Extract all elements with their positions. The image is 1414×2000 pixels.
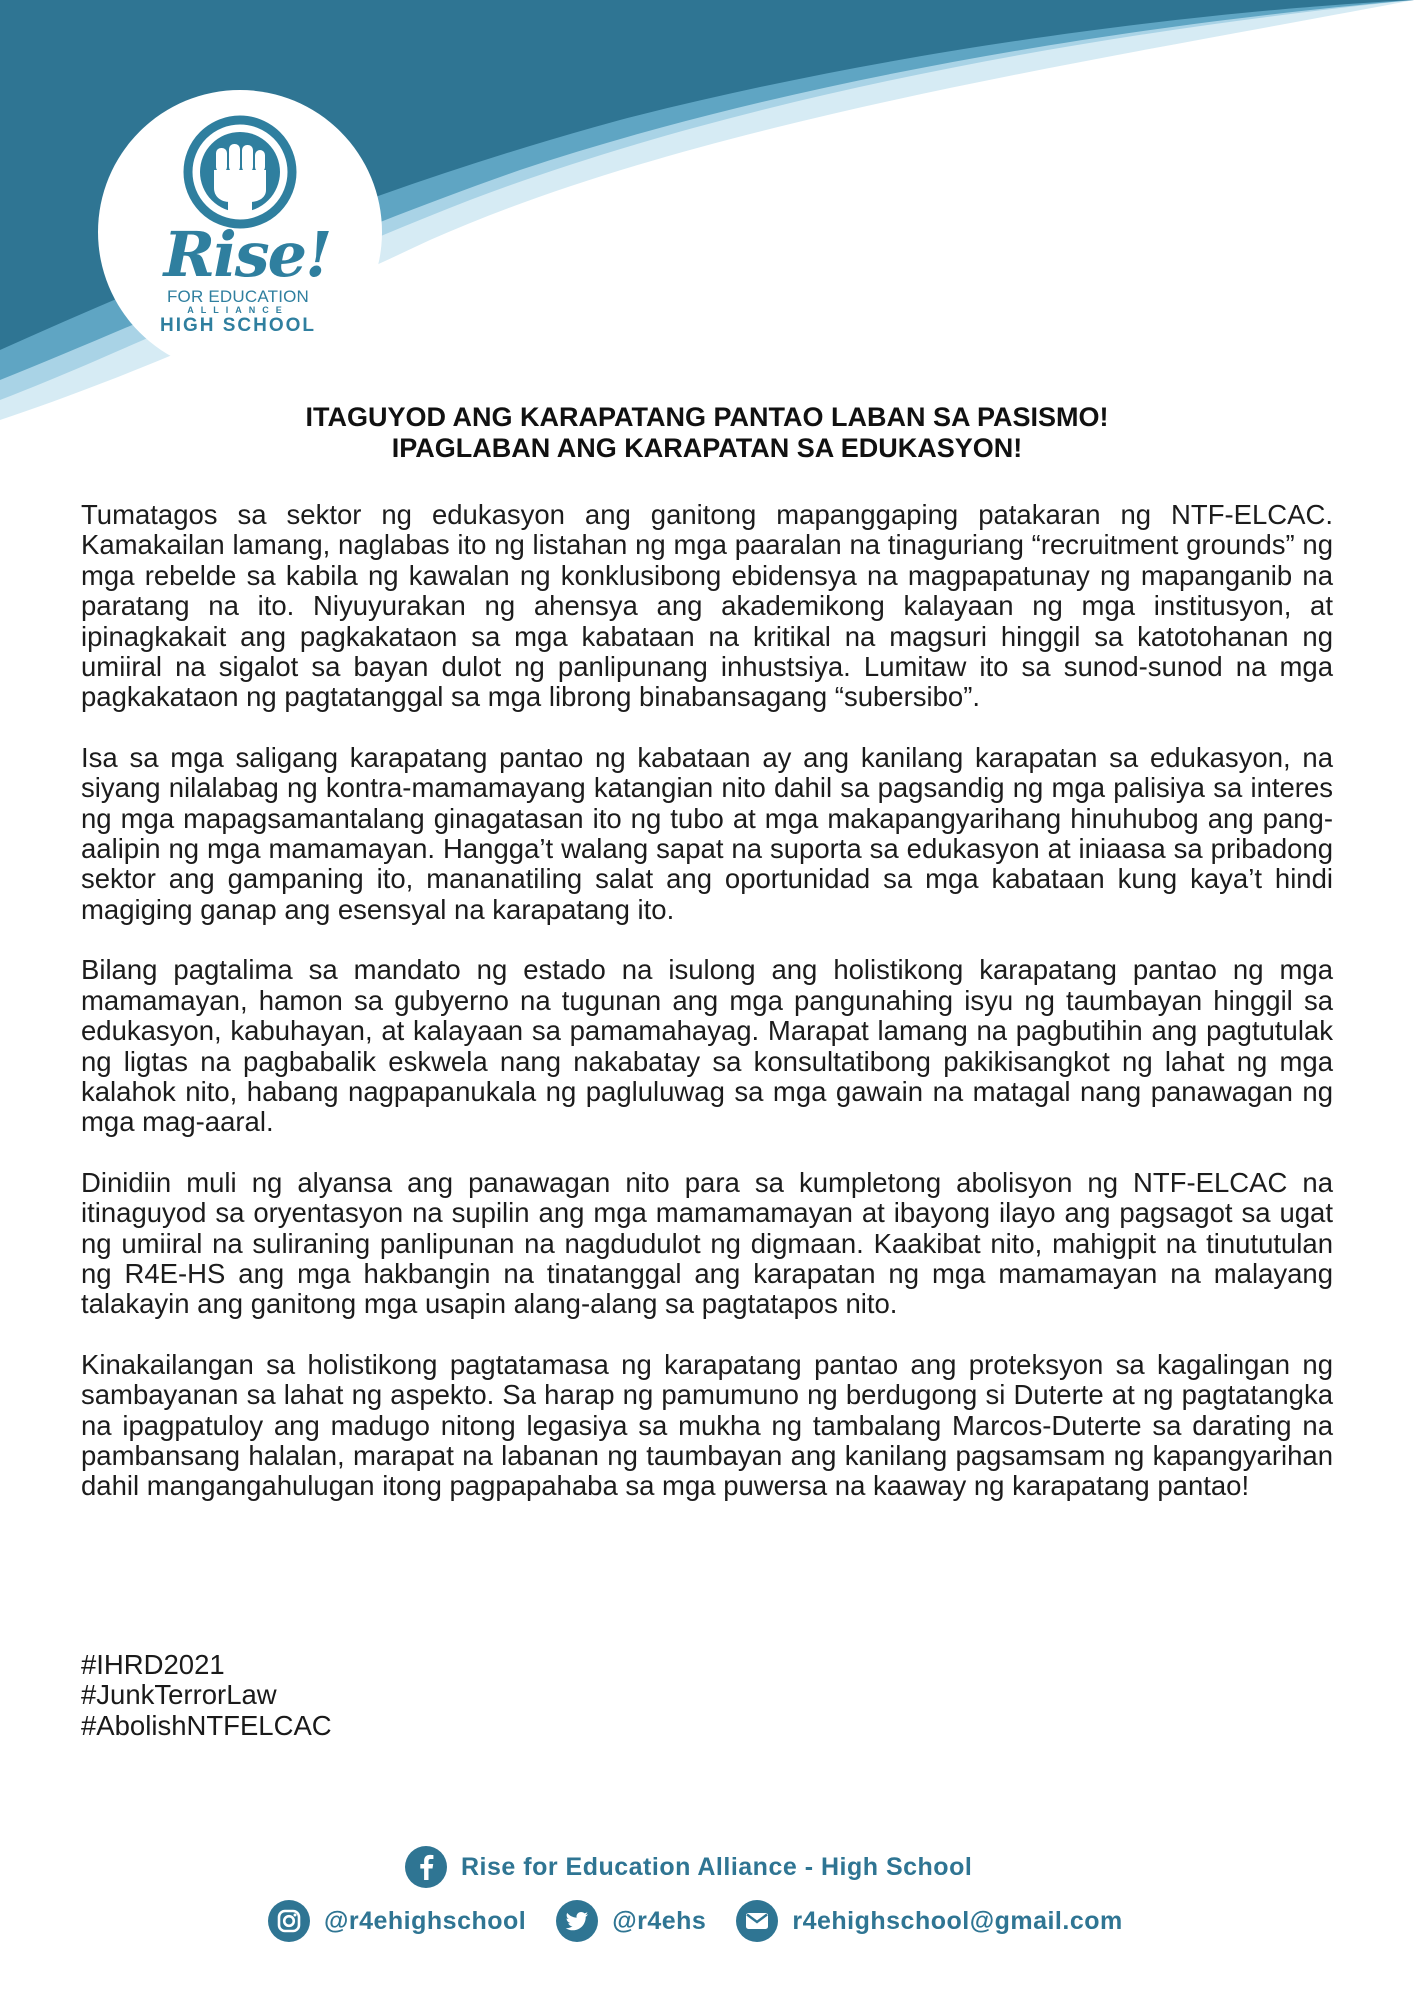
instagram-icon[interactable]: [268, 1900, 310, 1942]
logo-wordmark: Rise!: [163, 218, 331, 291]
logo-line-1: FOR EDUCATION: [166, 287, 310, 306]
logo-line-3: HIGH SCHOOL: [159, 315, 317, 336]
twitter-icon[interactable]: [556, 1900, 598, 1942]
title-line-2: IPAGLABAN ANG KARAPATAN SA EDUKASYON!: [391, 433, 1023, 463]
paragraph-2: Isa sa mga saligang karapatang pantao ng kabataan ay ang kanilang karapatan sa edukasyon, na siyang nilalabag ng kontra-mamamayang katangian nito dahil sa pagsandig ng mga palisiya sa interes ng mga mapagsamantalang ginagatasan ito ng tubo at mga makapangyarihang hinuhubog ang pang-aalipin ng mga mamamayan. Hangga’t walang sapat na suporta sa edukasyon at iniaasa sa pribadong sektor ang gampaning ito, mananatiling salat ang oportunidad sa mga kabataan kung kaya’t hindi magiging ganap ang esensyal na karapatang ito.: [81, 741, 1333, 925]
logo-caption: [128, 288, 348, 335]
logo-line-2: ALLIANCE: [187, 305, 289, 315]
title-line-1: ITAGUYOD ANG KARAPATANG PANTAO LABAN SA PASISMO!: [305, 402, 1109, 432]
paragraph-3: Bilang pagtalima sa mandato ng estado na isulong ang holistikong karapatang pantao ng mga mamamayan, hamon sa gubyerno na tugunan ang mga pangunahing isyu ng taumbayan hinggil sa edukasyon, kabuhayan, at kalayaan sa pamamahayag. Marapat lamang na pagbutihin ang pagtutulak ng ligtas na pagbabalik eskwela nang nakabatay sa konsultatibong pakikisangkot ng lahat ng mga kalahok nito, habang nagpapanukala ng pagluluwag sa mga gawain na matagal nang panawagan ng mga mag-aaral.: [81, 954, 1333, 1138]
hashtag-list: [81, 1650, 332, 1741]
paragraph-4: Dinidiin muli ng alyansa ang panawagan nito para sa kumpletong abolisyon ng NTF-ELCAC na itinaguyod sa oryentasyon na supilin ang mga mamamamayan at ibayong ilayo ang pagsagot sa ugat ng umiiral na suliraning panlipunan na nagdudulot ng digmaan. Kaakibat nito, mahigpit na tinututulan ng R4E-HS ang mga hakbangin na tinatanggal ang karapatan ng mga mamamayan na malayang talakayin ang ganitong mga usapin alang-alang sa pagtatapos nito.: [81, 1166, 1333, 1320]
email-icon[interactable]: [736, 1900, 778, 1942]
facebook-icon: [405, 1846, 447, 1888]
facebook-label: Rise for Education Alliance - High School: [461, 1852, 973, 1881]
hashtag[interactable]: #AbolishNTFELCAC: [81, 1709, 332, 1741]
hashtag[interactable]: #IHRD2021: [81, 1649, 225, 1680]
email-label[interactable]: r4ehighschool@gmail.com: [792, 1906, 1123, 1935]
paragraph-5: Kinakailangan sa holistikong pagtatamasa ng karapatang pantao ang proteksyon sa kagalingan ng sambayanan sa lahat ng aspekto. Sa harap ng pamumuno ng berdugong si Duterte at ng pagtatangka na ipagpatuloy ang madugo nitong legasiya sa mukha ng tambalang Marcos-Duterte sa darating na pambansang halalan, marapat na labanan ng taumbayan ang kanilang pagsamsam ng kapangyarihan dahil mangangahulugan itong pagpapahaba sa mga puwersa na kaaway ng karapatang pantao!: [81, 1348, 1333, 1502]
instagram-label[interactable]: @r4ehighschool: [324, 1906, 527, 1935]
paragraph-1: Tumatagos sa sektor ng edukasyon ang ganitong mapanggaping patakaran ng NTF-ELCAC. Kamakailan lamang, naglabas ito ng listahan ng mga paaralan na tinaguriang “recruitment grounds” ng mga rebelde sa kabila ng kawalan ng konklusibong ebidensya na magpapatunay ng mapanganib na paratang na ito. Niyuyurakan ng ahensya ang akademikong kalayaan ng mga institusyon, at ipinagkakait ang pagkakataon sa mga kabataan na kritikal na magsuri hinggil sa katotohanan ng umiiral na sigalot sa bayan dulot ng panlipunang inhustsiya. Lumitaw ito sa sunod-sunod na mga pagkakataon ng pagtatanggal sa mga librong binabansagang “subersibo”.: [81, 499, 1333, 713]
twitter-label[interactable]: @r4ehs: [612, 1906, 707, 1935]
social-contacts: [268, 1900, 1123, 1942]
statement-body: [81, 500, 1333, 1532]
facebook-contact[interactable]: [405, 1846, 972, 1888]
statement-title: [0, 402, 1414, 464]
hashtag[interactable]: #JunkTerrorLaw: [81, 1679, 277, 1711]
